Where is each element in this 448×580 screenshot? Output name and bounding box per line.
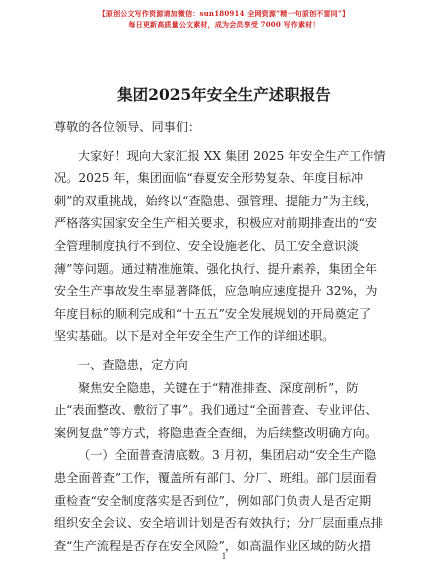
paragraph bbox=[54, 377, 402, 445]
text-line: 刺”的双重挑战，始终以“查隐患、强管理、提能力”为主线， bbox=[54, 193, 378, 208]
document-title: 集团2025年安全生产述职报告 bbox=[117, 85, 331, 104]
text-line: 薄”等问题。通过精准施策、强化执行、提升素养，集团全年 bbox=[54, 261, 378, 276]
promo-banner-line1: 【原创公文写作资源请加微信：sun180914 全网资源“精一句原创不雷同”】 bbox=[98, 9, 350, 18]
text-line: 尊敬的各位领导、同事们： bbox=[54, 120, 201, 134]
paragraph bbox=[54, 444, 402, 557]
text-line: 查“生产流程是否存在安全风险”，如高温作业区域的防火措 bbox=[54, 538, 372, 553]
salutation bbox=[54, 116, 402, 139]
text-line: 坚实基础。以下是对全年安全生产工作的详细述职。 bbox=[54, 329, 335, 344]
document-body bbox=[54, 116, 402, 557]
text-line: 患全面普查”工作，覆盖所有部门、分厂、班组。部门层面看 bbox=[54, 470, 378, 485]
text-line: 组织安全会议、安全培训计划是否有效执行；分厂层面重点排 bbox=[54, 516, 384, 531]
promo-banner-line2: 每日更新高质量公文素材，成为会员享受 7000 写作素材！ bbox=[128, 20, 320, 29]
text-line: 止“表面整改、敷衍了事”。我们通过“全面普查、专业评估、 bbox=[54, 403, 378, 418]
text-line: 聚焦安全隐患，关键在于“精准排查、深度剖析”，防 bbox=[78, 380, 359, 395]
paragraph bbox=[54, 145, 402, 348]
text-line: 全管理制度执行不到位、安全设施老化、员工安全意识淡 bbox=[54, 238, 359, 253]
text-line: 一、查隐患，定方向 bbox=[78, 357, 188, 372]
text-line: 案例复盘”等方式，将隐患查全查细，为后续整改明确方向。 bbox=[54, 425, 378, 440]
text-line: 重检查“安全制度落实是否到位”，例如部门负责人是否定期 bbox=[54, 493, 372, 508]
text-line: 年度目标的顺利完成和“十五五”安全发展规划的开局奠定了 bbox=[54, 306, 372, 321]
text-line: 严格落实国家安全生产相关要求，积极应对前期排查出的“安 bbox=[54, 216, 378, 231]
section-heading bbox=[54, 354, 402, 377]
text-line: （一）全面普查清底数。3 月初，集团启动“安全生产隐 bbox=[78, 448, 377, 463]
text-line: 况。2025 年，集团面临“春夏安全形势复杂、年度目标冲 bbox=[54, 171, 364, 186]
text-line: 安全生产事故发生率显著降低，应急响应速度提升 32%，为 bbox=[54, 284, 378, 299]
text-line: 大家好！现向大家汇报 XX 集团 2025 年安全生产工作情 bbox=[78, 148, 386, 163]
page-number: 1 bbox=[221, 552, 227, 561]
